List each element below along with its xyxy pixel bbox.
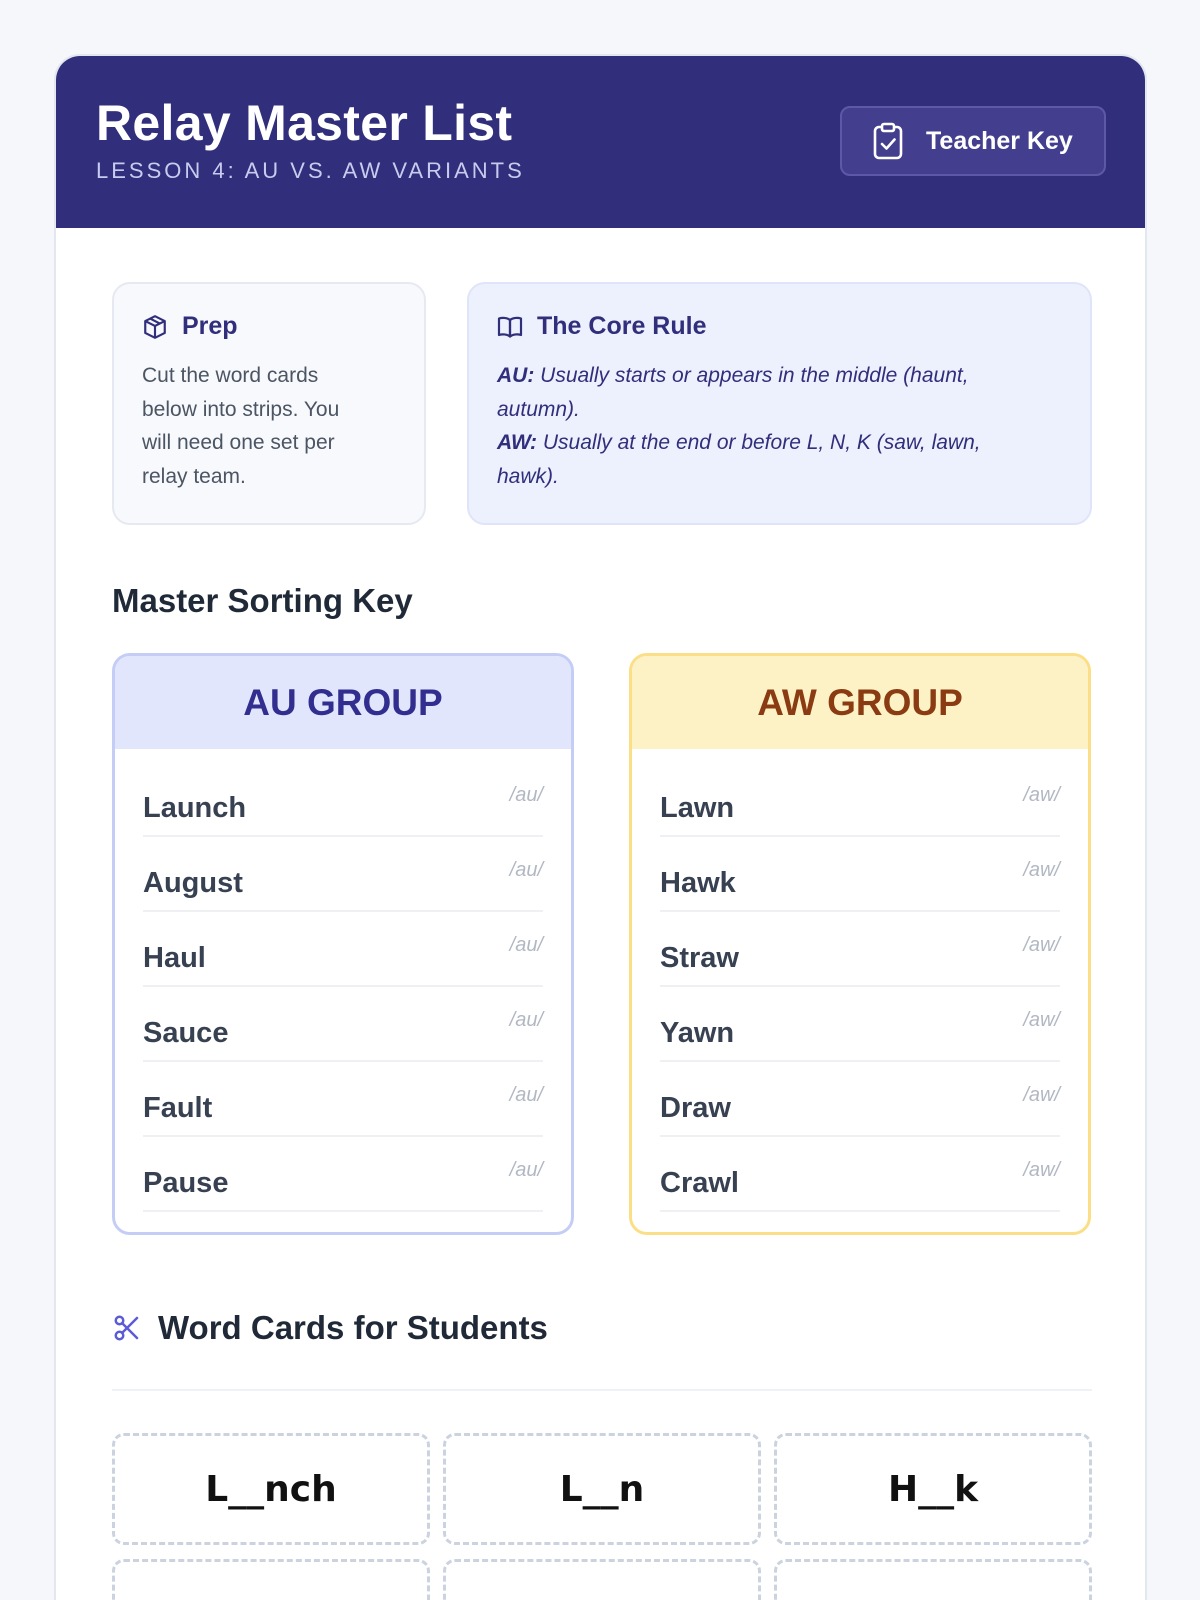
phoneme: /au/: [509, 1009, 543, 1031]
word: Yawn: [660, 1017, 735, 1049]
word-card[interactable]: L__nch: [112, 1433, 430, 1545]
prep-line: will need one set per: [142, 431, 335, 454]
sorting-key-title: Master Sorting Key: [112, 582, 413, 619]
prep-heading: [142, 312, 396, 341]
word: Straw: [660, 942, 739, 974]
aw-rule-label: AW:: [497, 431, 538, 454]
divider: [112, 1389, 1092, 1391]
word-card[interactable]: L__n: [443, 1433, 761, 1545]
scissors-icon: [112, 1313, 142, 1343]
aw-rule-continued: hawk).: [497, 464, 559, 488]
phoneme: /au/: [509, 1084, 543, 1106]
list-item: [143, 987, 543, 1062]
word-card-partial[interactable]: [112, 1559, 430, 1600]
au-rule-continued: autumn).: [497, 397, 580, 421]
au-rule: [497, 359, 1062, 393]
phoneme: /aw/: [1023, 934, 1060, 956]
phoneme: /aw/: [1023, 1159, 1060, 1181]
page-title: Relay Master List: [96, 95, 513, 151]
phoneme: /au/: [509, 1159, 543, 1181]
word-card[interactable]: H__k: [774, 1433, 1092, 1545]
aw-rule-text: Usually at the end or before L, N, K (saw, lawn,: [537, 431, 981, 454]
word-card-partial[interactable]: [774, 1559, 1092, 1600]
lesson-subtitle: LESSON 4: AU VS. AW VARIANTS: [96, 158, 525, 183]
aw-word-list: [632, 749, 1088, 1212]
list-item: [143, 1137, 543, 1212]
list-item: [143, 912, 543, 987]
phoneme: /au/: [509, 934, 543, 956]
prep-heading-text: Prep: [182, 312, 238, 340]
word-cards-title: [112, 1309, 548, 1347]
phoneme: /aw/: [1023, 1009, 1060, 1031]
aw-group-column: [629, 653, 1091, 1235]
list-item: [660, 1137, 1060, 1212]
word: Haul: [143, 942, 206, 974]
phoneme: /au/: [509, 859, 543, 881]
word-card-partial[interactable]: [443, 1559, 761, 1600]
word: Crawl: [660, 1167, 739, 1199]
clipboard-check-icon: [872, 122, 904, 160]
au-group-column: [112, 653, 574, 1235]
aw-rule: [497, 426, 1062, 460]
list-item: [660, 912, 1060, 987]
au-word-list: [115, 749, 571, 1212]
word: Draw: [660, 1092, 731, 1124]
list-item: [660, 837, 1060, 912]
phoneme: /aw/: [1023, 1084, 1060, 1106]
core-rule-heading: [497, 312, 1062, 341]
phoneme: /aw/: [1023, 859, 1060, 881]
word: Launch: [143, 792, 247, 824]
lesson-card: [54, 54, 1147, 1600]
list-item: [143, 837, 543, 912]
phoneme: /aw/: [1023, 784, 1060, 806]
au-rule-text: Usually starts or appears in the middle (haunt,: [534, 364, 969, 387]
list-item: [660, 987, 1060, 1062]
aw-group-title: AW GROUP: [632, 656, 1088, 749]
word-cards-title-text: Word Cards for Students: [158, 1309, 548, 1346]
book-open-icon: [497, 315, 523, 339]
au-group-title: AU GROUP: [115, 656, 571, 749]
list-item: [143, 762, 543, 837]
word: Pause: [143, 1167, 229, 1199]
prep-line: below into strips. You: [142, 397, 340, 421]
teacher-key-label: Teacher Key: [926, 126, 1073, 155]
word: Fault: [143, 1092, 213, 1124]
list-item: [660, 762, 1060, 837]
prep-line: Cut the word cards: [142, 364, 319, 387]
word: August: [143, 867, 243, 899]
list-item: [660, 1062, 1060, 1137]
teacher-key-button[interactable]: [840, 106, 1106, 176]
package-icon: [142, 314, 168, 340]
prep-panel: [112, 282, 426, 525]
core-rule-heading-text: The Core Rule: [537, 312, 707, 340]
page-header: [56, 56, 1145, 228]
phoneme: /au/: [509, 784, 543, 806]
word: Hawk: [660, 867, 736, 899]
word: Lawn: [660, 792, 735, 824]
core-rule-panel: [467, 282, 1092, 525]
word: Sauce: [143, 1017, 229, 1049]
prep-line: relay team.: [142, 464, 246, 488]
au-rule-label: AU:: [497, 364, 535, 387]
list-item: [143, 1062, 543, 1137]
